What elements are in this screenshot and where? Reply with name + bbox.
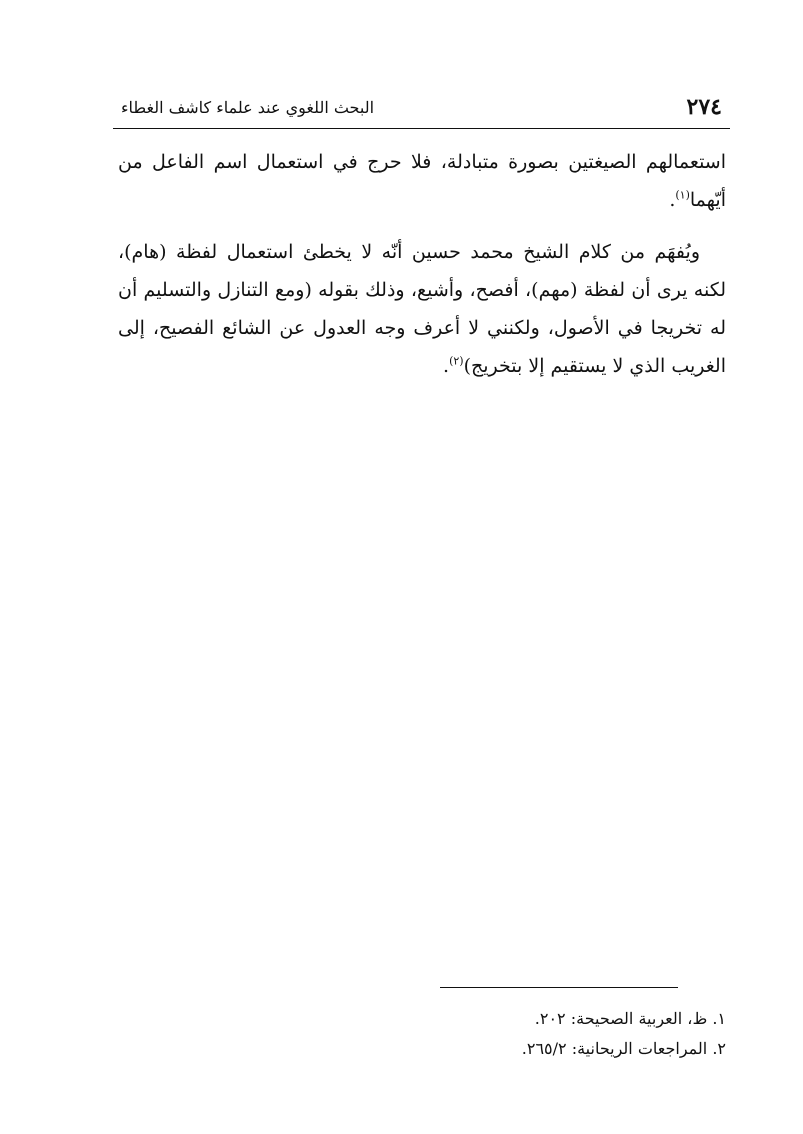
paragraph-2 xyxy=(118,233,726,385)
paragraph-1 xyxy=(118,143,726,219)
running-header xyxy=(113,90,730,126)
footnote-2: ٢. المراجعات الريحانية: ٢٦٥/٢. xyxy=(521,1039,726,1058)
footnote-1: ١. ظ، العربية الصحيحة: ٢٠٢. xyxy=(534,1009,726,1028)
paragraph-2-end: . xyxy=(443,355,450,377)
footnote-ref-1[interactable]: (١) xyxy=(675,188,690,202)
paragraph-1-text: استعمالهم الصيغتين بصورة متبادلة، فلا حرج في استعمال اسم الفاعل من أيّهما xyxy=(118,151,726,211)
footnote-ref-2[interactable]: (٢) xyxy=(449,354,464,368)
paragraph-1-end: . xyxy=(669,189,676,211)
running-title: البحث اللغوي عند علماء كاشف الغطاء xyxy=(121,98,375,117)
header-rule xyxy=(113,128,730,129)
page-number: ٢٧٤ xyxy=(686,94,722,120)
footnotes xyxy=(300,1004,726,1064)
footnote-separator xyxy=(440,987,678,988)
body-text xyxy=(118,143,726,385)
paragraph-2-text: ويُفهَم من كلام الشيخ محمد حسين أنّه لا يخطئ استعمال لفظة (هام)، لكنه يرى أن لفظة (مهم)، أفصح، وأشيع، وذلك بقوله (ومع التنازل والتسليم أن له تخريجا في الأصول، ولكنني لا أعرف وجه العدول عن الشائع الفصيح، إلى الغريب الذي لا يستقيم إلا بتخريج) xyxy=(118,241,726,377)
